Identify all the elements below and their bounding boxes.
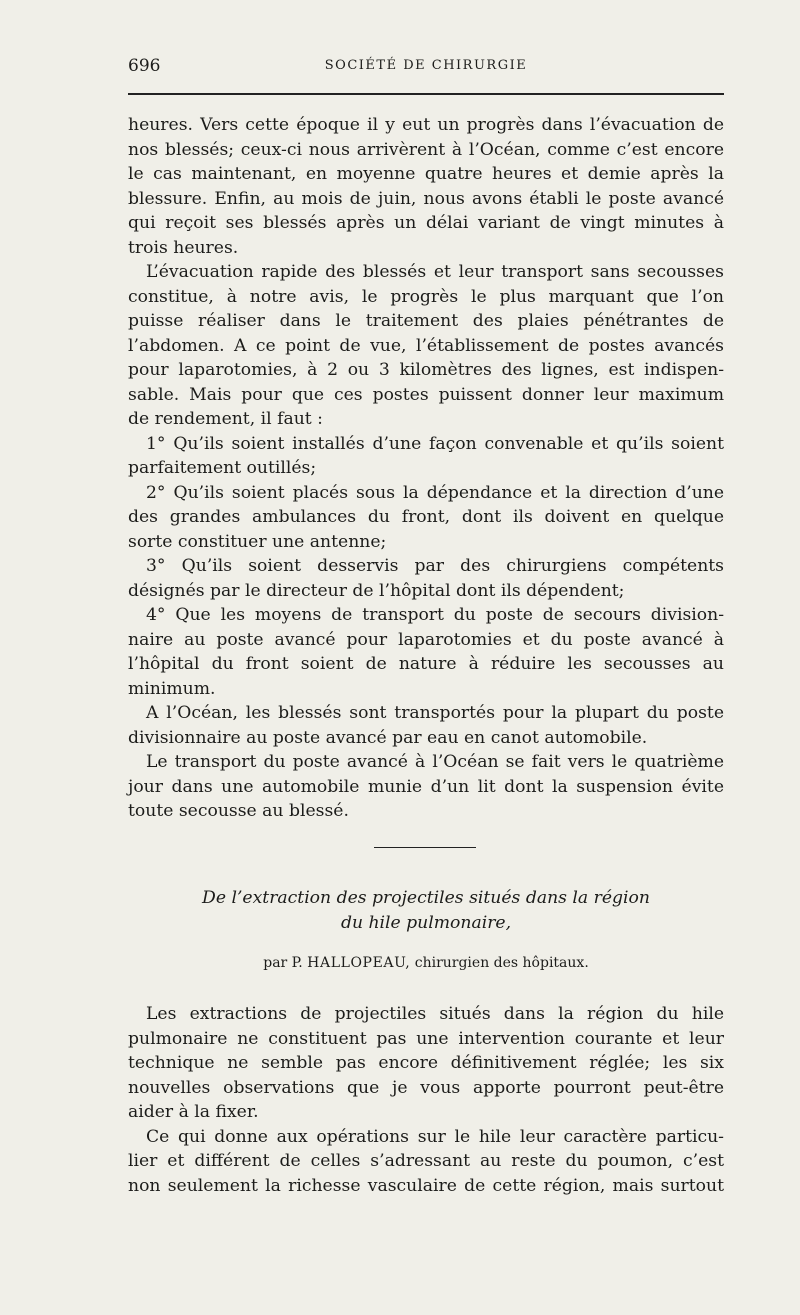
text-line: aider à la fixer. xyxy=(128,1102,259,1122)
text-line: l’abdomen. A ce point de vue, l’établissement de postes avancés xyxy=(128,335,724,356)
page-header xyxy=(128,56,724,80)
text-line: sorte constituer une antenne; xyxy=(128,531,387,552)
article-title-line: De l’extraction des projectiles situés dans la région xyxy=(202,888,650,908)
text-line: nouvelles observations que je vous apporte pourront peut-être xyxy=(128,1077,724,1098)
byline-author: HALLOPEAU, xyxy=(307,955,411,971)
text-line: toute secousse au blessé. xyxy=(128,801,349,821)
text-line: l’hôpital du front soient de nature à réduire les secousses au xyxy=(128,654,724,674)
text-line: non seulement la richesse vasculaire de cette région, mais surtout xyxy=(128,1175,724,1196)
text-line: 4° Que les moyens de transport du poste de secours division- xyxy=(146,605,724,625)
text-line: lier et différent de celles s’adressant au reste du poumon, c’est xyxy=(128,1151,724,1171)
byline-suffix: chirurgien des hôpitaux. xyxy=(414,955,589,971)
text-line: pulmonaire ne constituent pas une intervention courante et leur xyxy=(128,1028,724,1049)
article-title-line: du hile pulmonaire, xyxy=(340,912,512,933)
page-number: 696 xyxy=(128,56,161,76)
text-line: 1° Qu’ils soient installés d’une façon convenable et qu’ils soient xyxy=(146,433,724,454)
text-line: A l’Océan, les blessés sont transportés pour la plupart du poste xyxy=(146,703,724,723)
article-body xyxy=(128,1002,724,1198)
article-byline xyxy=(128,953,724,973)
text-line: puisse réaliser dans le traitement des plaies pénétrantes de xyxy=(128,311,724,331)
text-line: de rendement, il faut : xyxy=(128,409,323,429)
section-separator xyxy=(374,847,476,848)
text-line: minimum. xyxy=(128,678,216,699)
text-line: qui reçoit ses blessés après un délai variant de vingt minutes à xyxy=(128,213,724,233)
text-line: pour laparotomies, à 2 ou 3 kilomètres des lignes, est indispen- xyxy=(128,360,724,380)
text-line: Le transport du poste avancé à l’Océan se fait vers le quatrième xyxy=(146,752,724,772)
body-text xyxy=(128,113,724,824)
text-line: Les extractions de projectiles situés dans la région du hile xyxy=(146,1004,724,1024)
text-line: nos blessés; ceux-ci nous arrivèrent à l’Océan, comme c’est encore xyxy=(128,139,724,160)
text-line: des grandes ambulances du front, dont ils doivent en quelque xyxy=(128,507,724,527)
byline-prefix: par P. xyxy=(263,955,303,971)
text-line: 2° Qu’ils soient placés sous la dépendance et la direction d’une xyxy=(146,482,724,503)
text-line: le cas maintenant, en moyenne quatre heures et demie après la xyxy=(128,164,724,184)
text-line: désignés par le directeur de l’hôpital dont ils dépendent; xyxy=(128,580,625,601)
text-line: technique ne semble pas encore définitivement réglée; les six xyxy=(128,1053,724,1073)
text-line: constitue, à notre avis, le progrès le plus marquant que l’on xyxy=(128,286,724,307)
text-line: trois heures. xyxy=(128,237,239,258)
text-line: Ce qui donne aux opérations sur le hile leur caractère particu- xyxy=(146,1126,724,1147)
text-line: 3° Qu’ils soient desservis par des chirurgiens compétents xyxy=(146,556,724,576)
running-head: SOCIÉTÉ DE CHIRURGIE xyxy=(324,58,528,73)
text-line: sable. Mais pour que ces postes puissent donner leur maximum xyxy=(128,384,724,405)
text-line: heures. Vers cette époque il y eut un progrès dans l’évacuation de xyxy=(128,115,724,135)
text-line: jour dans une automobile munie d’un lit dont la suspension évite xyxy=(128,776,724,797)
header-rule xyxy=(128,93,724,95)
text-line: L’évacuation rapide des blessés et leur transport sans secousses xyxy=(146,262,724,282)
text-line: blessure. Enfin, au mois de juin, nous avons établi le poste avancé xyxy=(128,188,724,209)
text-line: naire au poste avancé pour laparotomies et du poste avancé à xyxy=(128,629,724,650)
text-line: divisionnaire au poste avancé par eau en canot automobile. xyxy=(128,727,648,748)
article-title xyxy=(128,886,724,935)
text-line: parfaitement outillés; xyxy=(128,458,317,478)
